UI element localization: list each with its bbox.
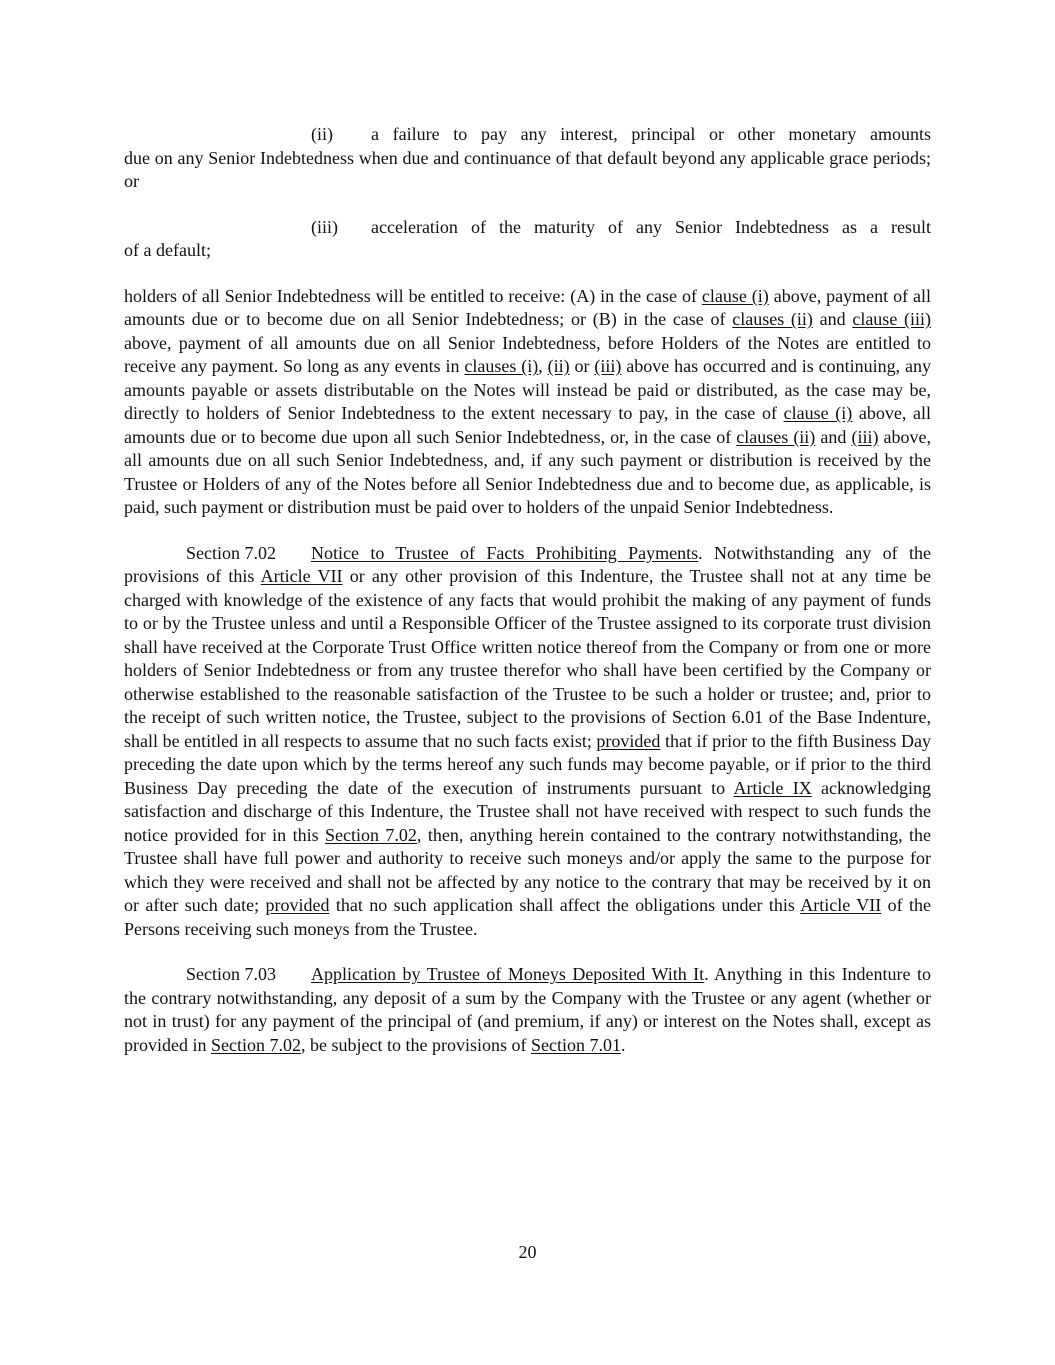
proviso-term: provided bbox=[265, 895, 330, 915]
cross-reference: Article IX bbox=[733, 777, 812, 798]
clause-ii-text-first: a failure to pay any interest, principal or other monetary amounts bbox=[371, 124, 931, 144]
section-number: Section 7.03 bbox=[186, 964, 276, 984]
cross-reference: Section 7.02 bbox=[325, 824, 417, 845]
document-page bbox=[124, 123, 931, 1057]
cross-reference: (ii) bbox=[547, 356, 570, 376]
clause-iii bbox=[124, 216, 931, 263]
holders-paragraph: holders of all Senior Indebtedness will be entitled to receive: (A) in the case of clause (i) above, payment of all amounts due or to become due on all Senior Indebtedness; or (B) in the case of clauses (ii) and clause (iii) above, payment of all amounts due on all Senior Indebtedness, before Holders of the Notes are entitled to receive any payment. So long as any events in clauses (i), (ii) or (iii) above has occurred and is continuing, any amounts payable or assets distributable on the Notes will instead be paid or distributed, as the case may be, directly to holders of Senior Indebtedness to the extent necessary to pay, in the case of clause (i) above, all amounts due or to become due upon all such Senior Indebtedness, or, in the case of clauses (ii) and (iii) above, all amounts due on all such Senior Indebtedness, and, if any such payment or distribution is received by the Trustee or Holders of any of the Notes before all Senior Indebtedness due and to become due, as applicable, is paid, such payment or distribution must be paid over to holders of the unpaid Senior Indebtedness. bbox=[124, 285, 932, 517]
cross-reference: (iii) bbox=[594, 356, 622, 376]
cross-reference: (iii) bbox=[851, 426, 879, 447]
cross-reference: clause (i) bbox=[783, 403, 853, 423]
section-number: Section 7.02 bbox=[186, 542, 276, 563]
cross-reference: Section 7.02 bbox=[211, 1034, 301, 1055]
clause-iii-number: (iii) bbox=[311, 216, 338, 237]
proviso-term: provided bbox=[596, 730, 661, 751]
cross-reference: clause (iii) bbox=[852, 309, 932, 329]
cross-reference: clause (i) bbox=[701, 285, 769, 306]
clause-iii-text-first: acceleration of the maturity of any Senior Indebtedness as a result bbox=[371, 216, 931, 237]
clause-ii-text-rest: due on any Senior Indebtedness when due and continuance of that default beyond any applicable grace periods; or bbox=[124, 147, 931, 191]
section-heading: Notice to Trustee of Facts Prohibiting Payments bbox=[311, 542, 699, 563]
section-heading: Application by Trustee of Moneys Deposited With It bbox=[311, 964, 705, 984]
cross-reference: clauses (ii) bbox=[732, 309, 813, 329]
cross-reference: clauses (i) bbox=[464, 356, 539, 376]
cross-reference: clauses (ii) bbox=[736, 426, 816, 447]
section-7-02: Section 7.02 Notice to Trustee of Facts Prohibiting Payments. Notwithstanding any of the provisions of this Article VII or any other provision of this Indenture, the Trustee shall not at any time be charged with knowledge of the existence of any facts that would prohibit the making of any payment of funds to or by the Trustee unless and until a Responsible Officer of the Trustee assigned to its corporate trust division shall have received at the Corporate Trust Office written notice thereof from the Company or from one or more holders of Senior Indebtedness or from any trustee therefor who shall have been certified by the Company or otherwise established to the reasonable satisfaction of the Trustee to be such a holder or trustee; and, prior to the receipt of such written notice, the Trustee, subject to the provisions of Section 6.01 of the Base Indenture, shall be entitled in all respects to assume that no such facts exist; provided that if prior to the fifth Business Day preceding the date upon which by the terms hereof any such funds may become payable, or if prior to the third Business Day preceding the date of the execution of instruments pursuant to Article IX acknowledging satisfaction and discharge of this Indenture, the Trustee shall not have received with respect to such funds the notice provided for in this Section 7.02, then, anything herein contained to the contrary notwithstanding, the Trustee shall have full power and authority to receive such moneys and/or apply the same to the purpose for which they were received and shall not be affected by any notice to the contrary that may be received by it on or after such date; provided that no such application shall affect the obligations under this Article VII of the Persons receiving such moneys from the Trustee. bbox=[124, 542, 932, 939]
cross-reference: Article VII bbox=[260, 566, 343, 586]
cross-reference: Article VII bbox=[800, 895, 882, 915]
section-7-03: Section 7.03 Application by Trustee of Moneys Deposited With It. Anything in this Indenture to the contrary notwithstanding, any deposit of a sum by the Company with the Trustee or any agent (whether or not in trust) for any payment of the principal of (and premium, if any) or interest on the Notes shall, except as provided in Section 7.02, be subject to the provisions of Section 7.01. bbox=[124, 964, 932, 1055]
clause-ii-number: (ii) bbox=[311, 124, 333, 144]
clause-iii-text-rest: of a default; bbox=[124, 240, 211, 260]
page-number: 20 bbox=[518, 1242, 537, 1262]
cross-reference: Section 7.01 bbox=[530, 1034, 621, 1055]
clause-ii bbox=[124, 123, 931, 194]
